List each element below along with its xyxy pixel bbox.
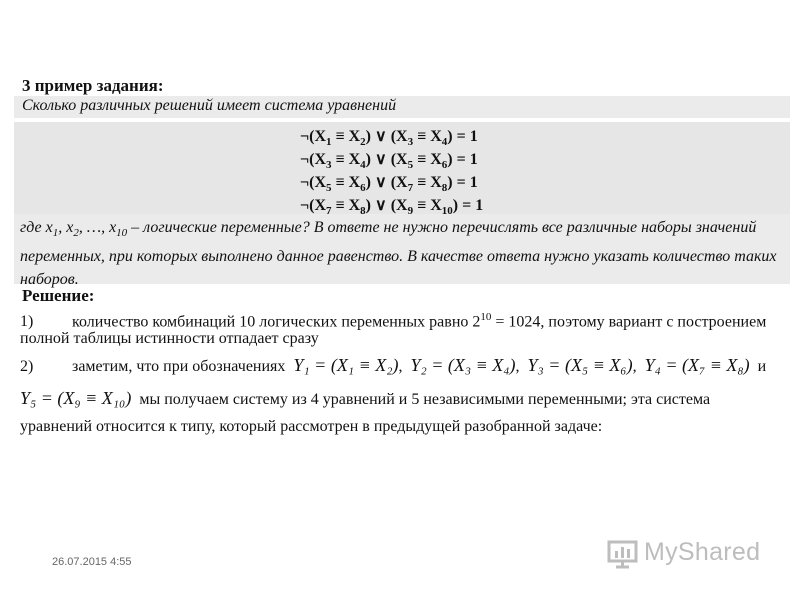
slide-title: 3 пример задания: <box>22 76 164 95</box>
task-condition: где $x_1$, $x_2$, …, $x_{10}$ – логические переменные? В ответе не нужно перечислять все различные наборы значений переменных, при которых выполнено данное равенство. В качестве ответа нужно указать количество таких наборов. <box>20 219 777 289</box>
solution-item-2-line-1: 2) заметим, что при обозначениях Y₁ = (X₁ ≡ X₂), Y₂ = (X₃ ≡ X₄), Y₃ = (X₅ ≡ X₆), Y₄ = (X₇ ≡ X₈) и <box>20 354 780 378</box>
item-number: 1) <box>20 313 34 331</box>
formula-y4: Y₄ = (X₇ ≡ X₈) <box>644 355 750 375</box>
equation-3: $\neg(X_5 \equiv X_6)$ ∨ $(X_7 \equiv X_8) = 1$ <box>300 174 478 195</box>
footer-date: 26.07.2015 4:55 <box>52 556 132 568</box>
myshared-logo <box>606 536 766 570</box>
item-number: 2) <box>20 358 34 375</box>
equation-2: $\neg(X_3 \equiv X_4)$ ∨ $(X_5 \equiv X_6) = 1$ <box>300 151 478 172</box>
formula-y3: Y₃ = (X₅ ≡ X₆) <box>527 355 633 375</box>
solution-heading: Решение: <box>22 286 95 305</box>
formula-y1: Y₁ = (X₁ ≡ X₂) <box>293 355 399 375</box>
equation-4: $\neg(X_7 \equiv X_8)$ ∨ $(X_9 \equiv X_{10}) = 1$ <box>300 197 484 218</box>
logo-text: MyShared <box>644 538 761 566</box>
formula-y5: Y₅ = (X₉ ≡ X₁₀) <box>20 388 132 408</box>
equation-1: $\neg(X_1 \equiv X_2)$ ∨ $(X_3 \equiv X_4) = 1$ <box>300 128 478 149</box>
formula-y2: Y₂ = (X₃ ≡ X₄) <box>410 355 516 375</box>
presentation-board-icon <box>606 536 640 570</box>
solution-item-2-line-2: Y₅ = (X₉ ≡ X₁₀) мы получаем систему из 4 уравнений и 5 независимыми переменными; эта система <box>20 388 711 408</box>
solution-item-1-line-1: 1) количество комбинаций 10 логических переменных равно $2^{10} = 1024$, поэтому вариант с построением <box>20 306 780 333</box>
solution-item-1-line-2: полной таблицы истинности отпадает сразу <box>20 330 319 347</box>
solution-item-2-line-3: уравнений относится к типу, который рассмотрен в предыдущей разобранной задаче: <box>20 418 603 435</box>
task-question: Сколько различных решений имеет система уравнений <box>22 97 397 114</box>
